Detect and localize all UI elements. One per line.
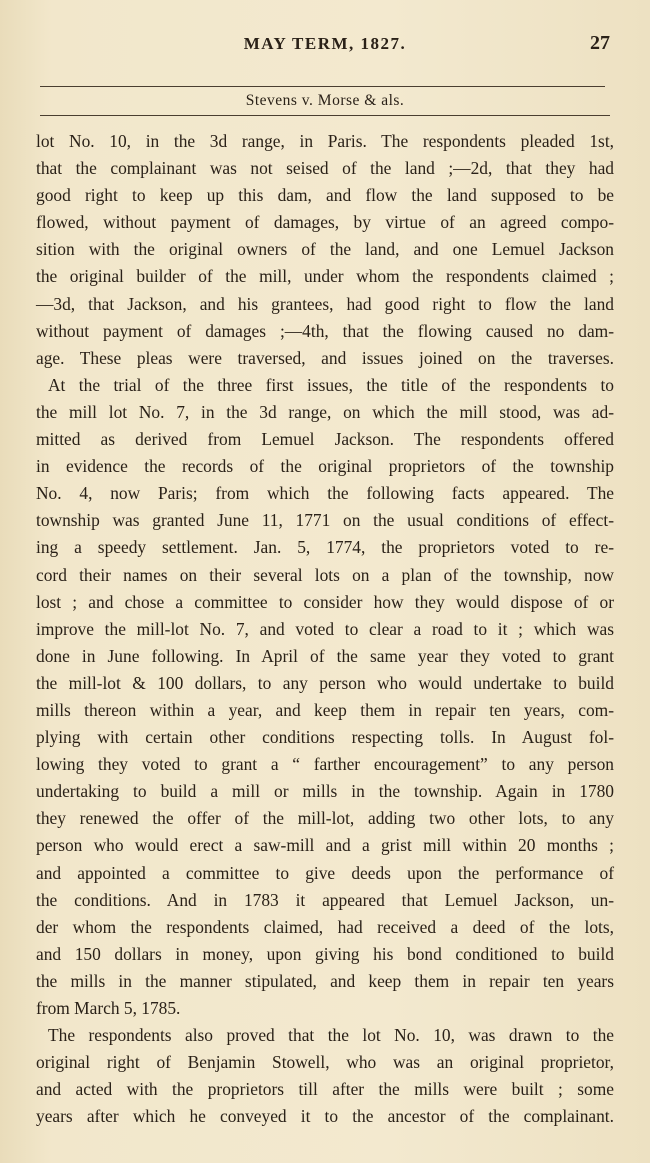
text-line: person who would erect a saw-mill and a grist mill within 20 months ; — [36, 835, 614, 856]
text-line: years after which he conveyed it to the ancestor of the complainant. — [36, 1106, 614, 1127]
text-line: and 150 dollars in money, upon giving his bond conditioned to build — [36, 943, 614, 964]
text-line: —3d, that Jackson, and his grantees, had good right to flow the land — [36, 293, 614, 314]
text-line: lost ; and chose a committee to consider how they would dispose of or — [36, 591, 614, 612]
text-line: the mills in the manner stipulated, and keep them in repair ten years — [36, 970, 614, 991]
text-line: that the complainant was not seised of the land ;—2d, that they had — [36, 158, 614, 179]
text-line: in evidence the records of the original proprietors of the township — [36, 456, 614, 477]
text-line: township was granted June 11, 1771 on the usual conditions of effect- — [36, 510, 614, 531]
case-caption: Stevens v. Morse & als. — [245, 92, 405, 109]
text-line: and acted with the proprietors till after the mills were built ; some — [36, 1079, 614, 1100]
text-line: age. These pleas were traversed, and issues joined on the traverses. — [36, 347, 614, 368]
text-line: At the trial of the three first issues, the title of the respondents to — [48, 374, 614, 395]
text-line: the conditions. And in 1783 it appeared that Lemuel Jackson, un- — [36, 889, 614, 910]
body-text — [36, 128, 614, 1130]
text-line: original right of Benjamin Stowell, who was an original proprietor, — [36, 1052, 614, 1073]
text-line: No. 4, now Paris; from which the following facts appeared. The — [36, 483, 614, 504]
page-number: 27 — [590, 32, 610, 54]
header-rule-bottom — [40, 115, 610, 116]
text-line: they renewed the offer of the mill-lot, adding two other lots, to any — [36, 808, 614, 829]
text-line: der whom the respondents claimed, had received a deed of the lots, — [36, 916, 614, 937]
text-line: without payment of damages ;—4th, that the flowing caused no dam- — [36, 320, 614, 341]
text-line: good right to keep up this dam, and flow the land supposed to be — [36, 185, 614, 206]
text-line: mills thereon within a year, and keep them in repair ten years, com- — [36, 699, 614, 720]
text-line: flowed, without payment of damages, by virtue of an agreed compo- — [36, 212, 614, 233]
text-line: lot No. 10, in the 3d range, in Paris. The respondents pleaded 1st, — [36, 131, 614, 151]
header-rule-top — [40, 86, 605, 87]
text-line: sition with the original owners of the land, and one Lemuel Jackson — [36, 239, 614, 260]
text-line: cord their names on their several lots on a plan of the township, now — [36, 564, 614, 585]
text-line: ing a speedy settlement. Jan. 5, 1774, the proprietors voted to re- — [36, 537, 614, 558]
running-head-title: MAY TERM, 1827. — [243, 34, 407, 53]
text-line: undertaking to build a mill or mills in the township. Again in 1780 — [36, 781, 614, 802]
text-line: the mill lot No. 7, in the 3d range, on which the mill stood, was ad- — [36, 401, 614, 422]
text-line: improve the mill-lot No. 7, and voted to clear a road to it ; which was — [36, 618, 614, 639]
text-line: from March 5, 1785. — [36, 998, 181, 1018]
text-line: and appointed a committee to give deeds upon the performance of — [36, 862, 614, 883]
text-line: done in June following. In April of the same year they voted to grant — [36, 645, 614, 666]
text-line: mitted as derived from Lemuel Jackson. The respondents offered — [36, 429, 614, 450]
text-line: the mill-lot & 100 dollars, to any person who would undertake to build — [36, 672, 614, 693]
text-line: plying with certain other conditions respecting tolls. In August fol- — [36, 727, 614, 748]
text-line: lowing they voted to grant a “ farther encouragement” to any person — [36, 754, 614, 775]
text-line: The respondents also proved that the lot No. 10, was drawn to the — [48, 1025, 614, 1046]
text-line: the original builder of the mill, under whom the respondents claimed ; — [36, 266, 614, 287]
running-head — [0, 34, 650, 64]
